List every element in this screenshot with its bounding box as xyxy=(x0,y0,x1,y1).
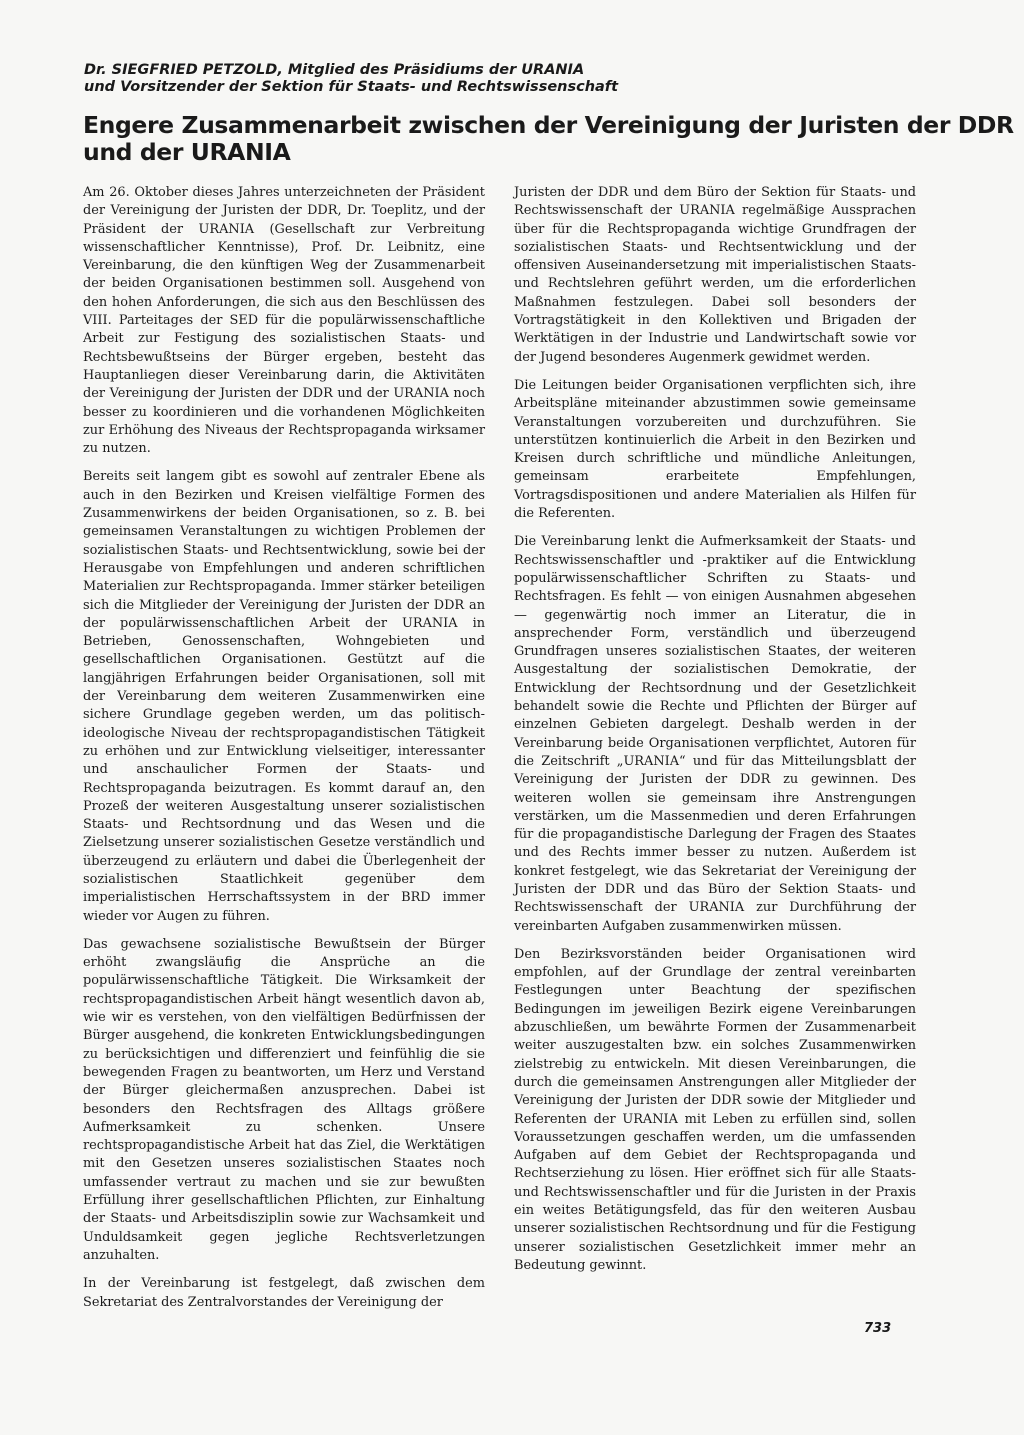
text-column-right xyxy=(514,184,916,1285)
paragraph: Das gewachsene sozialistische Bewußtsein der Bürger erhöht zwangsläufig die Ansprüche an die populärwissenschaftliche Tätigkeit. Die Wirksamkeit der rechtspropagandistischen Arbeit hängt wesentlich davon ab, wie wir es verstehen, von den vielfältigen Bedürfnissen der Bürger ausgehend, die konkreten Entwicklungsbedingungen zu berücksichtigen und differenziert und feinfühlig die sie bewegenden Fragen zu beantworten, um Herz und Verstand der Bürger gleichermaßen anzusprechen. Dabei ist besonders den Rechtsfragen des Alltags größere Aufmerksamkeit zu schenken. Unsere rechtspropagandistische Arbeit hat das Ziel, die Werktätigen mit den Gesetzen unseres sozialistischen Staates noch umfassender vertraut zu machen und sie zur bewußten Erfüllung ihrer gesellschaftlichen Pflichten, zur Einhaltung der Staats- und Arbeitsdisziplin sowie zur Wachsamkeit und Unduldsamkeit gegen jegliche Rechtsverletzungen anzuhalten. xyxy=(83,936,485,1263)
article-title xyxy=(83,111,1014,166)
paragraph: In der Vereinbarung ist festgelegt, daß zwischen dem Sekretariat des Zentralvorstandes der Vereinigung der xyxy=(83,1276,485,1310)
byline-line-1: Dr. SIEGFRIED PETZOLD, Mitglied des Präsidiums der URANIA xyxy=(84,62,585,78)
author-byline xyxy=(84,62,914,96)
paragraph: Die Leitungen beider Organisationen verpflichten sich, ihre Arbeitspläne miteinander abzustimmen sowie gemeinsame Veranstaltungen vorzubereiten und durchzuführen. Sie unterstützen kontinuierlich die Arbeit in den Bezirken und Kreisen durch schriftliche und mündliche Anleitungen, gemeinsam erarbeitete Empfehlungen, Vortragsdispositionen und andere Materialien als Hilfen für die Referenten. xyxy=(514,377,916,522)
paragraph: Juristen der DDR und dem Büro der Sektion für Staats- und Rechtswissenschaft der URANIA regelmäßige Aussprachen über für die Rechtspropaganda wichtige Grundfragen der sozialistischen Staats- und Rechtsentwicklung und der offensiven Auseinandersetzung mit imperialistischen Staats- und Rechtslehren geführt werden, um die erforderlichen Maßnahmen festzulegen. Dabei soll besonders der Vortragstätigkeit in den Kollektiven und Brigaden der Werktätigen in der Industrie und Landwirtschaft sowie vor der Jugend besonderes Augenmerk gewidmet werden. xyxy=(514,185,916,365)
paragraph: Am 26. Oktober dieses Jahres unterzeichneten der Präsident der Vereinigung der Juristen der DDR, Dr. Toeplitz, und der Präsident der URANIA (Gesellschaft zur Verbreitung wissenschaftlicher Kenntnisse), Prof. Dr. Leibnitz, eine Vereinbarung, die den künftigen Weg der Zusammenarbeit der beiden Organisationen bestimmen soll. Ausgehend von den hohen Anforderungen, die sich aus den Beschlüssen des VIII. Parteitages der SED für die populärwissenschaftliche Arbeit zur Festigung des sozialistischen Staats- und Rechtsbewußtseins der Bürger ergeben, besteht das Hauptanliegen dieser Vereinbarung darin, die Aktivitäten der Vereinigung der Juristen der DDR und der URANIA noch besser zu koordinieren und die vorhandenen Möglichkeiten zur Erhöhung des Niveaus der Rechtspropaganda wirksamer zu nutzen. xyxy=(83,185,485,457)
paragraph: Den Bezirksvorständen beider Organisationen wird empfohlen, auf der Grundlage der zentral vereinbarten Festlegungen unter Beachtung der spezifischen Bedingungen im jeweiligen Bezirk eigene Vereinbarungen abzuschließen, um bewährte Formen der Zusammenarbeit weiter auszugestalten bzw. ein solches Zusammenwirken zielstrebig zu entwickeln. Mit diesen Vereinbarungen, die durch die gemeinsamen Anstrengungen aller Mitglieder der Vereinigung der Juristen der DDR sowie der Mitglieder und Referenten der URANIA mit Leben zu erfüllen sind, sollen Voraussetzungen geschaffen werden, um die umfassenden Aufgaben auf dem Gebiet der Rechtspropaganda und Rechtserziehung zu lösen. Hier eröffnet sich für alle Staats- und Rechtswissenschaftler und für die Juristen in der Praxis ein weites Betätigungsfeld, das für den weiteren Ausbau unserer sozialistischen Rechtsordnung und für die Festigung unserer sozialistischen Gesetzlichkeit immer mehr an Bedeutung gewinnt. xyxy=(514,946,916,1273)
title-line-1: Engere Zusammenarbeit zwischen der Vereinigung der Juristen der DDR xyxy=(83,111,1014,139)
byline-line-2: und Vorsitzender der Sektion für Staats- und Rechtswissenschaft xyxy=(84,79,619,95)
page-number: 733 xyxy=(864,1321,892,1336)
paragraph: Bereits seit langem gibt es sowohl auf zentraler Ebene als auch in den Bezirken und Kreisen vielfältige Formen des Zusammenwirkens der beiden Organisationen, so z. B. bei gemeinsamen Veranstaltungen zu wichtigen Problemen der sozialistischen Staats- und Rechtsentwicklung, sowie bei der Herausgabe von Empfehlungen und anderen schriftlichen Materialien zur Rechtspropaganda. Immer stärker beteiligen sich die Mitglieder der Vereinigung der Juristen der DDR an der populärwissenschaftlichen Arbeit der URANIA in Betrieben, Genossenschaften, Wohngebieten und gesellschaftlichen Organisationen. Gestützt auf die langjährigen Erfahrungen beider Organisationen, soll mit der Vereinbarung dem weiteren Zusammenwirken eine sichere Grundlage gegeben werden, um das politisch-ideologische Niveau der rechtspropagandistischen Tätigkeit zu erhöhen und zur Entwicklung vielseitiger, interessanter und anschaulicher Formen der Staats- und Rechtspropaganda beizutragen. Es kommt darauf an, den Prozeß der weiteren Ausgestaltung unserer sozialistischen Staats- und Rechtsordnung und das Wesen und die Zielsetzung unserer sozialistischen Gesetze verständlich und überzeugend zu erläutern und dabei die Überlegenheit der sozialistischen Staatlichkeit gegenüber dem imperialistischen Herrschaftssystem in der BRD immer wieder vor Augen zu führen. xyxy=(83,469,485,924)
title-line-2: und der URANIA xyxy=(83,138,291,166)
paragraph: Die Vereinbarung lenkt die Aufmerksamkeit der Staats- und Rechtswissenschaftler und -praktiker auf die Entwicklung populärwissenschaftlicher Schriften zu Staats- und Rechtsfragen. Es fehlt — von einigen Ausnahmen abgesehen — gegenwärtig noch immer an Literatur, die in ansprechender Form, verständlich und überzeugend Grundfragen unseres sozialistischen Staates, der weiteren Ausgestaltung der sozialistischen Demokratie, der Entwicklung der Rechtsordnung und der Gesetzlichkeit behandelt sowie die Rechte und Pflichten der Bürger auf einzelnen Gebieten dargelegt. Deshalb werden in der Vereinbarung beide Organisationen verpflichtet, Autoren für die Zeitschrift „URANIA“ und für das Mitteilungsblatt der Vereinigung der Juristen der DDR zu gewinnen. Des weiteren wollen sie gemeinsam ihre Anstrengungen verstärken, um die Massenmedien und deren Erfahrungen für die propagandistische Darlegung der Fragen des Staates und des Rechts immer besser zu nutzen. Außerdem ist konkret festgelegt, wie das Sekretariat der Vereinigung der Juristen der DDR und das Büro der Sektion Staats- und Rechtswissenschaft der URANIA zur Durchführung der vereinbarten Aufgaben zusammenwirken müssen. xyxy=(514,534,916,934)
text-column-left xyxy=(83,184,485,1322)
